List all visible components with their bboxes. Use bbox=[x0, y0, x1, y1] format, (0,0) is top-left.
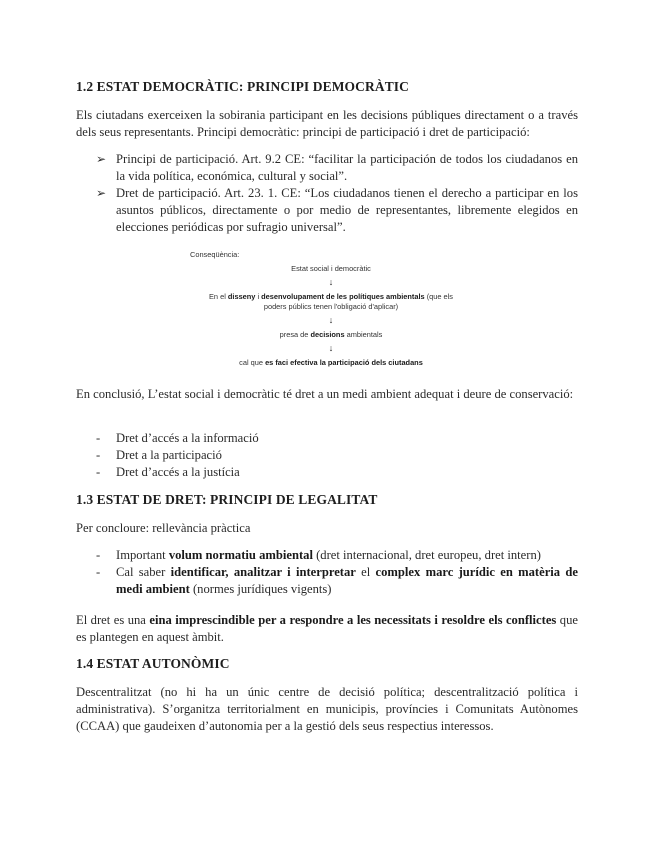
diagram-text: ambientals bbox=[344, 330, 383, 339]
section-1-2-intro: Els ciutadans exerceixen la sobirania participant en les decisions públiques directament o a través dels seus representants. Principi democràtic: principi de participació i dret de participació: bbox=[76, 108, 578, 139]
down-arrow-icon: ↓ bbox=[328, 277, 334, 287]
diagram-text: En el bbox=[208, 292, 228, 301]
list-item-text: (normes jurídiques vigents) bbox=[189, 582, 332, 596]
list-item-text: Dret d’accés a la justícia bbox=[116, 465, 240, 479]
diagram-bold-text: decisions bbox=[310, 330, 345, 339]
section-1-4-paragraph: Descentralitzat (no hi ha un únic centre de decisió política; descentralització política i administrativa). S’organitza territorialment en municipis, províncies i Comunitats Autònomes (CCAA) que gaudeixen d’autonomia per a la gestió dels seus respectius interessos. bbox=[76, 685, 578, 733]
down-arrow-icon: ↓ bbox=[328, 343, 334, 353]
paragraph-text: El dret es una bbox=[76, 613, 150, 627]
dash-bullet: - bbox=[96, 431, 101, 445]
diagram-line-4 bbox=[186, 358, 476, 367]
diagram-heading: Conseqüència: bbox=[190, 250, 240, 259]
list-item-text: el bbox=[355, 565, 376, 579]
diagram-bold-text: desenvolupament de les polítiques ambientals bbox=[261, 292, 425, 301]
list-item bbox=[76, 447, 578, 464]
list-item-bold-text: volum normatiu ambiental bbox=[168, 548, 313, 562]
list-item bbox=[76, 464, 578, 481]
list-item bbox=[76, 547, 578, 564]
section-1-4-title: 1.4 ESTAT AUTONÒMIC bbox=[76, 656, 230, 671]
list-item-bold-text: complex marc jurídic en matèria de medi ambient bbox=[116, 565, 578, 596]
diagram-line-2 bbox=[186, 292, 476, 301]
list-item bbox=[76, 564, 578, 598]
diagram-bold-text: es faci efectiva la participació dels ciutadans bbox=[265, 358, 423, 367]
dash-bullet: - bbox=[96, 448, 101, 462]
arrow-bullet-icon: ➢ bbox=[96, 152, 107, 166]
diagram-text: i bbox=[255, 292, 262, 301]
list-item-text: (dret internacional, dret europeu, dret intern) bbox=[312, 548, 541, 562]
diagram-text: presa de bbox=[279, 330, 311, 339]
rights-list bbox=[76, 430, 578, 481]
diagram-line-2b: poders públics tenen l'obligació d'aplicar) bbox=[263, 302, 399, 311]
list-item-text: Cal saber bbox=[116, 565, 171, 579]
list-item-text: Important bbox=[116, 548, 169, 562]
dash-bullet: - bbox=[96, 465, 101, 479]
paragraph-bold-text: eina imprescindible per a respondre a les necessitats i resoldre els conflictes bbox=[149, 613, 557, 627]
list-item bbox=[76, 430, 578, 447]
diagram-line-3 bbox=[186, 330, 476, 339]
list-item-text: Dret d’accés a la informació bbox=[116, 431, 259, 445]
section-1-3-intro: Per concloure: rellevància pràctica bbox=[76, 521, 251, 535]
list-item bbox=[76, 151, 578, 185]
paragraph-text: que es plantegen en aquest àmbit. bbox=[76, 613, 578, 644]
diagram-text: (que els bbox=[424, 292, 453, 301]
list-item-text: Dret de participació. Art. 23. 1. CE: “Los ciudadanos tienen el derecho a participar en los asuntos públicos, directamente o por medio de representantes, libremente elegidos en elecciones periódicas por sufragio universal”. bbox=[116, 186, 578, 234]
diagram-text: cal que bbox=[239, 358, 266, 367]
diagram-bold-text: disseny bbox=[227, 292, 256, 301]
diagram-line-1: Estat social i democràtic bbox=[291, 264, 371, 273]
arrow-bullet-icon: ➢ bbox=[96, 186, 107, 200]
section-1-2-conclusion: En conclusió, L’estat social i democràtic té dret a un medi ambient adequat i deure de conservació: bbox=[76, 387, 574, 401]
section-1-2-title: 1.2 ESTAT DEMOCRÀTIC: PRINCIPI DEMOCRÀTIC bbox=[76, 79, 409, 94]
consequence-diagram bbox=[186, 250, 476, 375]
section-1-3-paragraph bbox=[76, 612, 578, 646]
down-arrow-icon: ↓ bbox=[328, 315, 334, 325]
dash-bullet: - bbox=[96, 548, 101, 562]
legality-list bbox=[76, 547, 578, 598]
list-item-bold-text: identificar, analitzar i interpretar bbox=[170, 565, 356, 579]
dash-bullet: - bbox=[96, 565, 101, 579]
section-1-3-title: 1.3 ESTAT DE DRET: PRINCIPI DE LEGALITAT bbox=[76, 492, 378, 507]
participation-list bbox=[76, 151, 578, 236]
list-item-text: Dret a la participació bbox=[116, 448, 222, 462]
list-item-text: Principi de participació. Art. 9.2 CE: “facilitar la participación de todos los ciudadanos en la vida política, económica, cultural y social”. bbox=[116, 152, 578, 183]
list-item bbox=[76, 185, 578, 236]
